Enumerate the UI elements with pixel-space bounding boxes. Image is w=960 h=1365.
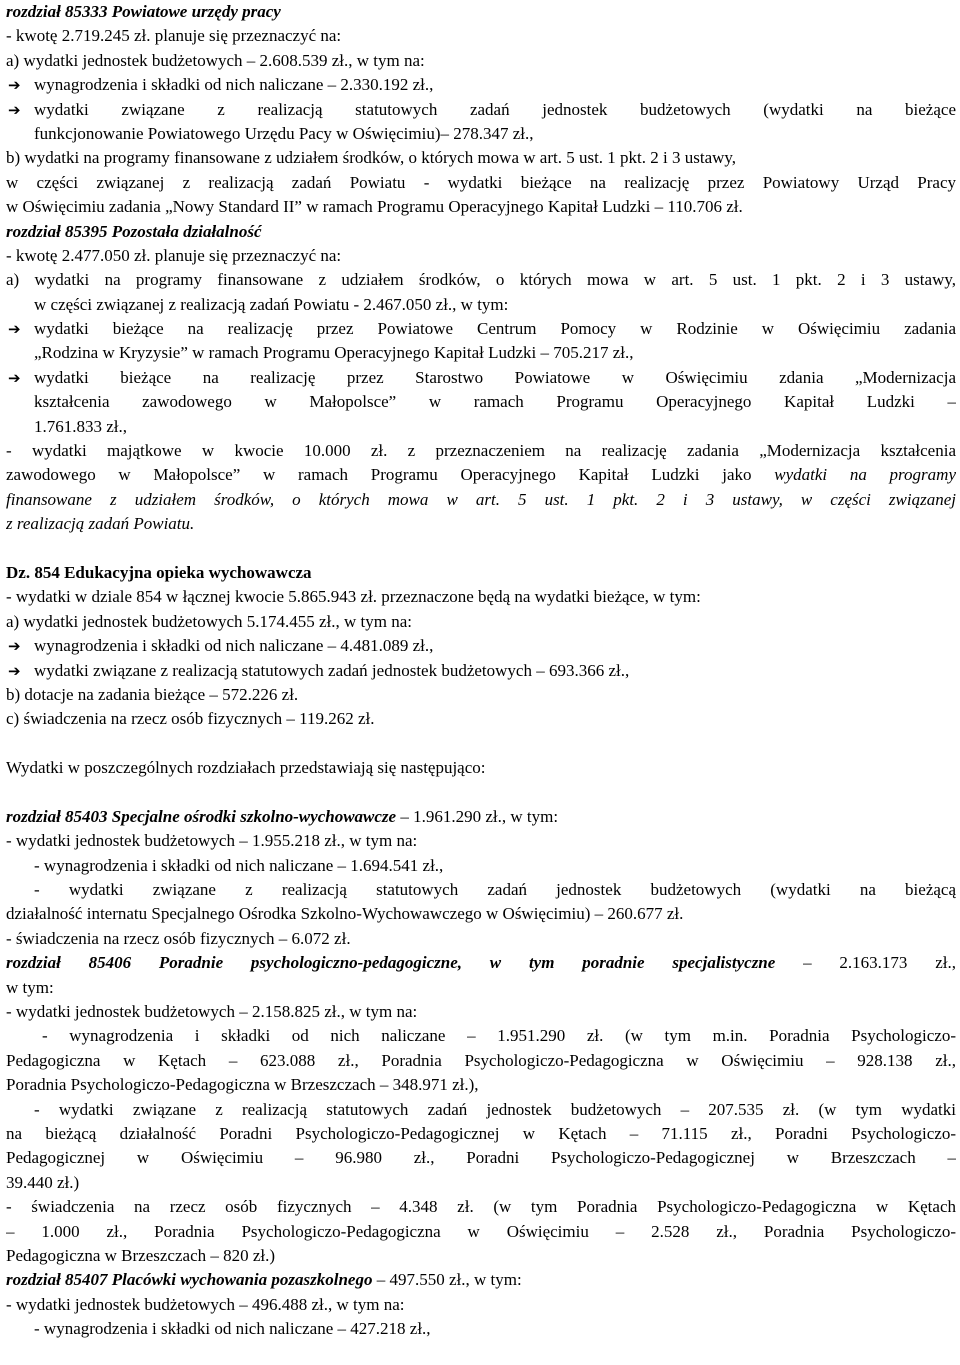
text-line bbox=[6, 293, 956, 317]
text-run: w części związanej z realizacją zadań Powiatu - wydatki bieżące na realizację przez Powiatowy Urząd Pracy bbox=[6, 172, 956, 192]
text-run: a) wydatki jednostek budżetowych – 2.608.539 zł., w tym na: bbox=[6, 50, 425, 70]
text-line bbox=[6, 854, 956, 878]
text-line bbox=[6, 220, 956, 244]
text-line bbox=[6, 683, 956, 707]
text-line bbox=[6, 244, 956, 268]
text-line bbox=[6, 1171, 956, 1195]
text-run: 1.761.833 zł., bbox=[34, 416, 128, 436]
text-line bbox=[6, 951, 956, 975]
text-line bbox=[6, 73, 956, 97]
text-run: a) wydatki na programy finansowane z udziałem środków, o których mowa w art. 5 ust. 1 pkt. 2 i 3 ustawy, bbox=[6, 270, 956, 290]
text-run: – 2.163.173 zł., bbox=[775, 953, 956, 973]
text-line bbox=[6, 756, 956, 780]
text-run: - wydatki jednostek budżetowych – 2.158.825 zł., w tym na: bbox=[6, 1002, 418, 1022]
text-run: rozdział 85333 Powiatowe urzędy pracy bbox=[6, 2, 281, 21]
text-run: finansowane z udziałem środków, o których mowa w art. 5 ust. 1 pkt. 2 i 3 ustawy, w części związanej bbox=[6, 489, 956, 509]
text-run: Poradnia Psychologiczo-Pedagogiczna w Brzeszczach – 348.971 zł.), bbox=[6, 1075, 479, 1095]
text-line bbox=[6, 439, 956, 463]
text-run: Pedagogicznej w Oświęcimiu – 96.980 zł., Poradni Psychologiczo-Pedagogicznej w Brzeszczach – bbox=[6, 1148, 956, 1168]
text-run: Dz. 854 Edukacyjna opieka wychowawcza bbox=[6, 562, 312, 582]
text-run: - wydatki jednostek budżetowych – 1.955.218 zł., w tym na: bbox=[6, 831, 418, 851]
text-run: wydatki związane z realizacją statutowych zadań jednostek budżetowych – 693.366 zł., bbox=[34, 660, 630, 680]
text-run: - wydatki związane z realizacją statutowych zadań jednostek budżetowych (wydatki na bieżącą bbox=[34, 880, 956, 900]
text-run: rozdział 85407 Placówki wychowania pozaszkolnego bbox=[6, 1270, 373, 1290]
text-line bbox=[6, 659, 956, 683]
text-run: wynagrodzenia i składki od nich naliczane – 2.330.192 zł., bbox=[34, 75, 434, 95]
text-line bbox=[6, 488, 956, 512]
text-run: w Oświęcimiu zadania „Nowy Standard II” w ramach Programu Operacyjnego Kapitał Ludzki – 110.706 zł. bbox=[6, 197, 743, 217]
text-run: wydatki bieżące na realizację przez Powiatowe Centrum Pomocy w Rodzinie w Oświęcimiu zadania bbox=[34, 319, 956, 339]
text-run: rozdział 85403 Specjalne ośrodki szkolno-wychowawcze bbox=[6, 806, 397, 826]
text-run: „Rodzina w Kryzysie” w ramach Programu Operacyjnego Kapitał Ludzki – 705.217 zł., bbox=[34, 343, 634, 363]
text-line bbox=[6, 1073, 956, 1097]
text-line bbox=[6, 98, 956, 122]
text-run: wydatki związane z realizacją statutowych zadań jednostek budżetowych (wydatki na bieżące bbox=[34, 99, 956, 119]
text-run: – 497.550 zł., w tym: bbox=[372, 1270, 522, 1290]
text-line bbox=[6, 122, 956, 146]
text-line bbox=[6, 829, 956, 853]
text-run: z realizacją zadań Powiatu. bbox=[6, 514, 195, 534]
text-line bbox=[6, 1146, 956, 1170]
text-line bbox=[6, 610, 956, 634]
text-line bbox=[6, 927, 956, 951]
text-line bbox=[6, 1268, 956, 1292]
text-run: - wydatki związane z realizacją statutowych zadań jednostek budżetowych – 207.535 zł. (w tym wydatki bbox=[34, 1099, 956, 1119]
text-line bbox=[6, 415, 956, 439]
text-line bbox=[6, 976, 956, 1000]
text-run: wydatki bieżące na realizację przez Starostwo Powiatowe w Oświęcimiu zdania „Modernizacja bbox=[34, 367, 956, 387]
text-line bbox=[6, 1098, 956, 1122]
text-line bbox=[6, 366, 956, 390]
text-run: - kwotę 2.719.245 zł. planuje się przeznaczyć na: bbox=[6, 26, 342, 46]
text-run: rozdział 85406 Poradnie psychologiczno-pedagogiczne, w tym poradnie specjalistyczne bbox=[6, 953, 776, 973]
text-run: b) dotacje na zadania bieżące – 572.226 zł. bbox=[6, 684, 299, 704]
text-run: Wydatki w poszczególnych rozdziałach przedstawiają się następująco: bbox=[6, 758, 486, 778]
text-run: na bieżącą działalność Poradni Psychologiczo-Pedagogicznej w Kętach – 71.115 zł., Poradni Psychologiczo- bbox=[6, 1123, 956, 1143]
text-run: wydatki na programy bbox=[774, 465, 956, 485]
text-run: 39.440 zł.) bbox=[6, 1172, 80, 1192]
blank-line bbox=[6, 781, 956, 805]
text-run: kształcenia zawodowego w Małopolsce” w ramach Programu Operacyjnego Kapitał Ludzki – bbox=[34, 392, 956, 412]
text-line bbox=[6, 512, 956, 536]
text-line bbox=[6, 195, 956, 219]
text-run: – 1.961.290 zł., w tym: bbox=[396, 806, 559, 826]
text-line bbox=[6, 341, 956, 365]
text-line bbox=[6, 1024, 956, 1048]
text-run: Pedagogiczna w Kętach – 623.088 zł., Poradnia Psychologiczo-Pedagogiczna w Oświęcimiu – 928.138 zł., bbox=[6, 1050, 956, 1070]
text-line bbox=[6, 585, 956, 609]
text-line bbox=[6, 24, 956, 48]
text-run: a) wydatki jednostek budżetowych 5.174.455 zł., w tym na: bbox=[6, 611, 413, 631]
text-run: funkcjonowanie Powiatowego Urzędu Pacy w Oświęcimiu)– 278.347 zł., bbox=[34, 123, 534, 143]
text-run: wynagrodzenia i składki od nich naliczane – 4.481.089 zł., bbox=[34, 636, 434, 656]
text-line bbox=[6, 1317, 956, 1341]
text-line bbox=[6, 171, 956, 195]
text-line bbox=[6, 463, 956, 487]
text-line bbox=[6, 1000, 956, 1024]
text-run: - wydatki jednostek budżetowych – 496.488 zł., w tym na: bbox=[6, 1294, 405, 1314]
text-run: zawodowego w Małopolsce” w ramach Programu Operacyjnego Kapitał Ludzki jako bbox=[6, 465, 775, 485]
text-line bbox=[6, 146, 956, 170]
text-line bbox=[6, 390, 956, 414]
text-run: - świadczenia na rzecz osób fizycznych – 6.072 zł. bbox=[6, 928, 351, 948]
text-run: - wynagrodzenia i składki od nich naliczane – 1.694.541 zł., bbox=[34, 855, 444, 875]
text-line bbox=[6, 1220, 956, 1244]
text-run: c) świadczenia na rzecz osób fizycznych – 119.262 zł. bbox=[6, 709, 375, 729]
text-line bbox=[6, 634, 956, 658]
text-run: – 1.000 zł., Poradnia Psychologiczo-Pedagogiczna w Oświęcimiu – 2.528 zł., Poradnia Psychologiczo- bbox=[6, 1221, 956, 1241]
text-run: - wynagrodzenia i składki od nich naliczane – 1.951.290 zł. (w tym m.in. Poradnia Psychologiczo- bbox=[42, 1026, 956, 1046]
blank-line bbox=[6, 537, 956, 561]
text-run: w części związanej z realizacją zadań Powiatu - 2.467.050 zł., w tym: bbox=[34, 294, 509, 314]
text-run: - wydatki w dziale 854 w łącznej kwocie 5.865.943 zł. przeznaczone będą na wydatki bieżące, w tym: bbox=[6, 587, 701, 607]
text-line bbox=[6, 1122, 956, 1146]
text-line bbox=[6, 0, 956, 24]
text-line bbox=[6, 878, 956, 902]
text-run: w tym: bbox=[6, 977, 54, 997]
text-run: - wynagrodzenia i składki od nich naliczane – 427.218 zł., bbox=[34, 1319, 431, 1339]
text-line bbox=[6, 1195, 956, 1219]
text-line bbox=[6, 49, 956, 73]
text-run: - wydatki majątkowe w kwocie 10.000 zł. z przeznaczeniem na realizację zadania „Modernizacja kształcenia bbox=[6, 441, 956, 461]
text-run: działalność internatu Specjalnego Ośrodka Szkolno-Wychowawczego w Oświęcimiu) – 260.677 zł. bbox=[6, 904, 684, 924]
text-run: - kwotę 2.477.050 zł. planuje się przeznaczyć na: bbox=[6, 245, 342, 265]
text-line bbox=[6, 317, 956, 341]
text-line bbox=[6, 561, 956, 585]
text-line bbox=[6, 1244, 956, 1268]
text-line bbox=[6, 707, 956, 731]
text-run: - świadczenia na rzecz osób fizycznych – 4.348 zł. (w tym Poradnia Psychologiczo-Pedagogiczna w Kętach bbox=[6, 1197, 956, 1217]
text-line bbox=[6, 268, 956, 292]
text-line bbox=[6, 805, 956, 829]
text-run: Pedagogiczna w Brzeszczach – 820 zł.) bbox=[6, 1245, 276, 1265]
text-line bbox=[6, 1293, 956, 1317]
blank-line bbox=[6, 732, 956, 756]
text-line bbox=[6, 1049, 956, 1073]
text-run: rozdział 85395 Pozostała działalność bbox=[6, 221, 262, 241]
text-run: b) wydatki na programy finansowane z udziałem środków, o których mowa w art. 5 ust. 1 pkt. 2 i 3 ustawy, bbox=[6, 148, 737, 168]
text-line bbox=[6, 902, 956, 926]
